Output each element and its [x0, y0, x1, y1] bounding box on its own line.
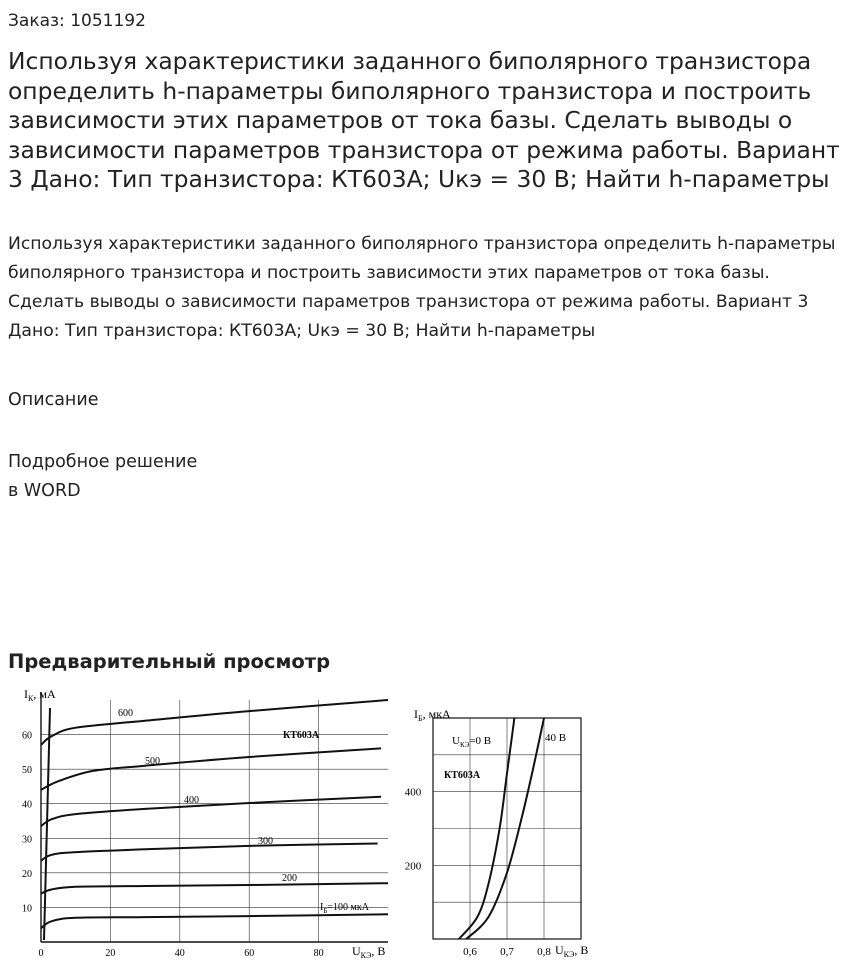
x-tick-label: 60 — [244, 948, 255, 959]
preview-heading: Предварительный просмотр — [8, 650, 331, 673]
description-heading: Описание — [8, 390, 99, 410]
order-number — [8, 10, 146, 32]
curve — [41, 844, 378, 861]
x-tick-label: 0,7 — [500, 946, 514, 958]
y-tick-label: 10 — [22, 903, 32, 915]
curve — [41, 914, 388, 928]
curve-label-500: 500 — [145, 756, 160, 767]
x-axis-label: $U_{КЭ}$, В — [555, 943, 589, 959]
x-tick-label: 40 — [174, 948, 185, 959]
solution-line-1: Подробное решение — [8, 452, 198, 472]
solution-line-2: в WORD — [8, 481, 81, 501]
x-tick-label: 0,6 — [463, 946, 477, 958]
curve-label-100: $I_Б=100$ мкА — [320, 902, 369, 915]
y-axis-label: $I_К$, мА — [24, 687, 56, 703]
curve-label-40v: 40 В — [545, 732, 567, 744]
page-title: Используя характеристики заданного биполярного транзистора определить h-параметры биполярного транзистора и построить зависимости этих параметров от тока базы. Сделать выводы о зависимости параметров транзистора от режима работы. Вариант 3 Дано: Тип транзистора: КТ603А; Uкэ = 30 В; Найти h-параметры — [8, 47, 840, 193]
x-tick-label: 80 — [313, 948, 324, 959]
y-axis-label: $I_Б$, мкА — [414, 707, 451, 723]
curve-label-400: 400 — [184, 795, 199, 806]
device-label: КТ603А — [444, 770, 481, 781]
curve — [41, 883, 388, 893]
y-tick-label: 50 — [22, 765, 32, 777]
x-axis-label: $U_{КЭ}$, В — [352, 944, 386, 960]
description-text: Используя характеристики заданного биполярного транзистора определить h-параметры биполярного транзистора и построить зависимости этих параметров от тока базы. Сделать выводы о зависимости параметров транзистора от режима работы. Вариант 3 Дано: Тип транзистора: КТ603А; Uкэ = 30 В; Найти h-параметры — [8, 234, 836, 341]
curve — [41, 797, 381, 826]
order-value: 1051192 — [70, 11, 146, 31]
x-tick-label: 20 — [105, 948, 116, 959]
input-characteristics-chart — [405, 707, 589, 959]
device-label: КТ603А — [283, 730, 320, 741]
curve-label-200: 200 — [282, 873, 297, 884]
y-tick-label: 20 — [22, 868, 32, 880]
curve-label-ue0: $U_{КЭ}=0$ В — [452, 735, 492, 749]
preview-image — [0, 680, 847, 970]
curve — [41, 700, 388, 745]
x-tick-label: 0 — [38, 948, 44, 959]
output-characteristics-chart — [22, 687, 388, 960]
curve-label-300: 300 — [258, 836, 273, 847]
y-tick-label: 200 — [404, 860, 422, 873]
y-tick-label: 60 — [22, 730, 32, 742]
y-tick-label: 400 — [404, 786, 422, 799]
y-tick-label: 30 — [22, 834, 32, 846]
order-label: Заказ: — [8, 11, 65, 31]
x-tick-label: 0,8 — [537, 946, 551, 958]
y-tick-label: 40 — [22, 799, 32, 811]
curve-label-600: 600 — [118, 708, 133, 719]
